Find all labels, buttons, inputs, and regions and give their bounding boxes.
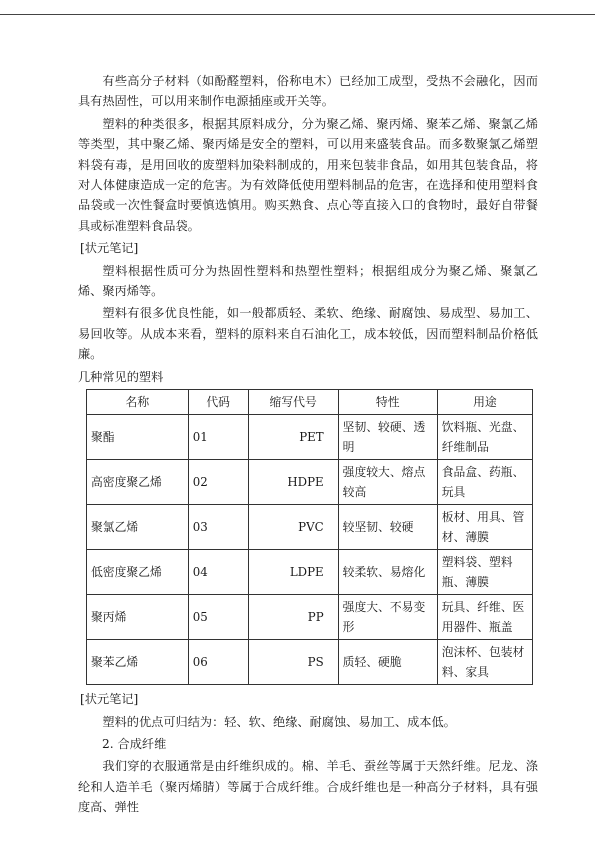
cell-property: 强度大、不易变形 xyxy=(338,595,437,640)
table-row xyxy=(87,640,533,685)
header-code: 代码 xyxy=(188,390,248,415)
header-property: 特性 xyxy=(338,390,437,415)
paragraph-synthetic-fiber: 我们穿的衣服通常是由纤维织成的。棉、羊毛、蚕丝等属于天然纤维。尼龙、涤纶和人造羊毛（聚丙烯腈）等属于合成纤维。合成纤维也是一种高分子材料，具有强度高、弹性 xyxy=(78,759,538,815)
header-usage: 用途 xyxy=(437,390,532,415)
table-caption: 几种常见的塑料 xyxy=(78,369,164,384)
cell-property: 较坚韧、较硬 xyxy=(338,505,437,550)
cell-name: 聚酯 xyxy=(87,415,189,460)
note-paragraph-advantages: 塑料的优点可归结为：轻、软、绝缘、耐腐蚀、易加工、成本低。 xyxy=(102,714,456,729)
cell-abbreviation: LDPE xyxy=(248,550,338,595)
cell-abbreviation: PP xyxy=(248,595,338,640)
cell-usage: 塑料袋、塑料瓶、薄膜 xyxy=(437,550,532,595)
cell-property: 较柔软、易熔化 xyxy=(338,550,437,595)
table-row xyxy=(87,415,533,460)
cell-usage: 食品盒、药瓶、玩具 xyxy=(437,460,532,505)
cell-name: 聚丙烯 xyxy=(87,595,189,640)
cell-name: 高密度聚乙烯 xyxy=(87,460,189,505)
table-row xyxy=(87,550,533,595)
cell-name: 聚氯乙烯 xyxy=(87,505,189,550)
section-heading-synthetic-fiber: 2. 合成纤维 xyxy=(102,736,167,751)
cell-usage: 玩具、纤维、医用器件、瓶盖 xyxy=(437,595,532,640)
cell-usage: 饮料瓶、光盘、纤维制品 xyxy=(437,415,532,460)
table-header-row xyxy=(87,390,533,415)
note-paragraph-classification: 塑料根据性质可分为热固性塑料和热塑性塑料；根据组成分为聚乙烯、聚氯乙烯、聚丙烯等。 xyxy=(78,263,538,299)
cell-abbreviation: PS xyxy=(248,640,338,685)
cell-name: 低密度聚乙烯 xyxy=(87,550,189,595)
cell-code: 04 xyxy=(188,550,248,595)
cell-abbreviation: PVC xyxy=(248,505,338,550)
note-label-1: [状元笔记] xyxy=(80,241,139,256)
paragraph-thermoset: 有些高分子材料（如酚醛塑料，俗称电木）已经加工成型，受热不会融化，因而具有热固性，可以用来制作电源插座或开关等。 xyxy=(78,74,538,109)
cell-name: 聚苯乙烯 xyxy=(87,640,189,685)
note-label-2: [状元笔记] xyxy=(80,692,139,707)
page-content xyxy=(78,71,538,820)
table-row xyxy=(87,460,533,505)
header-name: 名称 xyxy=(87,390,189,415)
cell-usage: 板材、用具、管材、薄膜 xyxy=(437,505,532,550)
table-row xyxy=(87,595,533,640)
note-paragraph-properties: 塑料有很多优良性能，如一般都质轻、柔软、绝缘、耐腐蚀、易成型、易加工、易回收等。从成本来看，塑料的原料来自石油化工，成本较低，因而塑料制品价格低廉。 xyxy=(78,306,538,362)
cell-code: 05 xyxy=(188,595,248,640)
paragraph-plastic-types: 塑料的种类很多，根据其原料成分，分为聚乙烯、聚丙烯、聚苯乙烯、聚氯乙烯等类型，其中聚乙烯、聚丙烯是安全的塑料，可以用来盛装食品。而多数聚氯乙烯塑料袋有毒，是用回收的废塑料加染料制成的，用来包装非食品，如用其包装食品，将对人体健康造成一定的危害。为有效降低使用塑料制品的危害，在选择和使用塑料食品袋或一次性餐盒时要慎选慎用。购买熟食、点心等直接入口的食物时，最好自带餐具或标准塑料食品袋。 xyxy=(78,116,538,233)
cell-usage: 泡沫杯、包装材料、家具 xyxy=(437,640,532,685)
cell-property: 强度较大、熔点较高 xyxy=(338,460,437,505)
cell-abbreviation: HDPE xyxy=(248,460,338,505)
cell-abbreviation: PET xyxy=(248,415,338,460)
cell-code: 02 xyxy=(188,460,248,505)
cell-code: 03 xyxy=(188,505,248,550)
cell-property: 坚韧、较硬、透明 xyxy=(338,415,437,460)
cell-code: 01 xyxy=(188,415,248,460)
cell-code: 06 xyxy=(188,640,248,685)
table-row xyxy=(87,505,533,550)
header-abbreviation: 缩写代号 xyxy=(248,390,338,415)
plastics-table xyxy=(86,389,533,685)
header-rule xyxy=(0,14,595,15)
cell-property: 质轻、硬脆 xyxy=(338,640,437,685)
